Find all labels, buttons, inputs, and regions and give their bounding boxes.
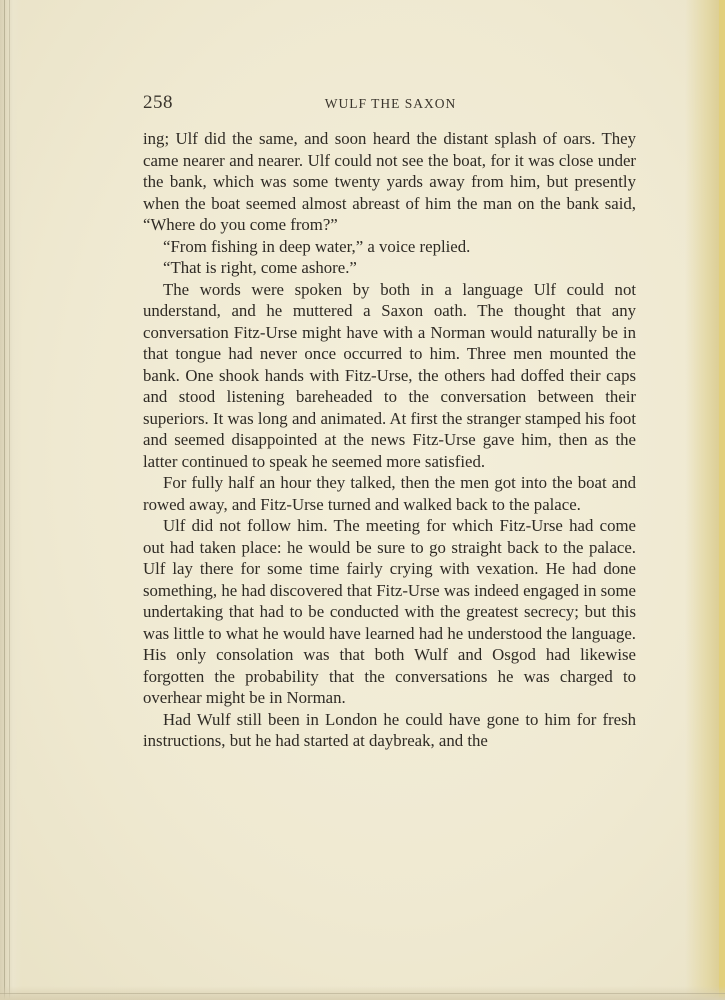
body-text [143,128,636,752]
paragraph: Ulf did not follow him. The meeting for which Fitz-Urse had come out had taken place: he would be sure to go straight back to the palace. Ulf lay there for some time fairly crying with vexation. He had done something, he had discovered that Fitz-Urse was indeed engaged in some undertaking that had to be conducted with the greatest secrecy; but this was little to what he would have learned had he understood the language. His only consolation was that both Wulf and Osgod had likewise forgotten the probability that the conversations he was charged to overhear might be in Norman. [143,516,636,707]
page-bottom-line [0,993,725,994]
paragraph: Had Wulf still been in London he could have gone to him for fresh instructions, but he had started at daybreak, and the [143,709,636,750]
page-bottom-shadow [0,986,725,1000]
page-number: 258 [143,92,173,113]
paragraph: “That is right, come ashore.” [163,258,357,277]
paragraph: “From fishing in deep water,” a voice replied. [163,236,471,256]
paragraph: The words were spoken by both in a language Ulf could not understand, and he muttered a Saxon oath. The thought that any conversation Fitz-Urse might have with a Norman would naturally be in that tongue had never once occurred to him. Three men mounted the bank. One shook hands with Fitz-Urse, the others had doffed their caps and stood listening bareheaded to the conversation between their superiors. It was long and animated. At first the stranger stamped his foot and seemed disappointed at the news Fitz-Urse gave him, then as the latter continued to speak he seemed more satisfied. [143,279,636,471]
page-gutter-shadow [0,0,22,1000]
binding-line [4,0,5,1000]
page-header [143,88,638,118]
running-head: WULF THE SAXON [324,96,457,111]
page-edge-shadow [685,0,725,1000]
binding-line [9,0,10,1000]
paragraph: For fully half an hour they talked, then the men got into the boat and rowed away, and Fitz-Urse turned and walked back to the palace. [143,473,636,514]
paragraph: ing; Ulf did the same, and soon heard the distant splash of oars. They came nearer and nearer. Ulf could not see the boat, for it was close under the bank, which was some twenty yards away from him, but presently when the boat seemed almost abreast of him the man on the bank said, “Where do you come from?” [143,129,636,234]
page-edge-strip [719,0,725,1000]
